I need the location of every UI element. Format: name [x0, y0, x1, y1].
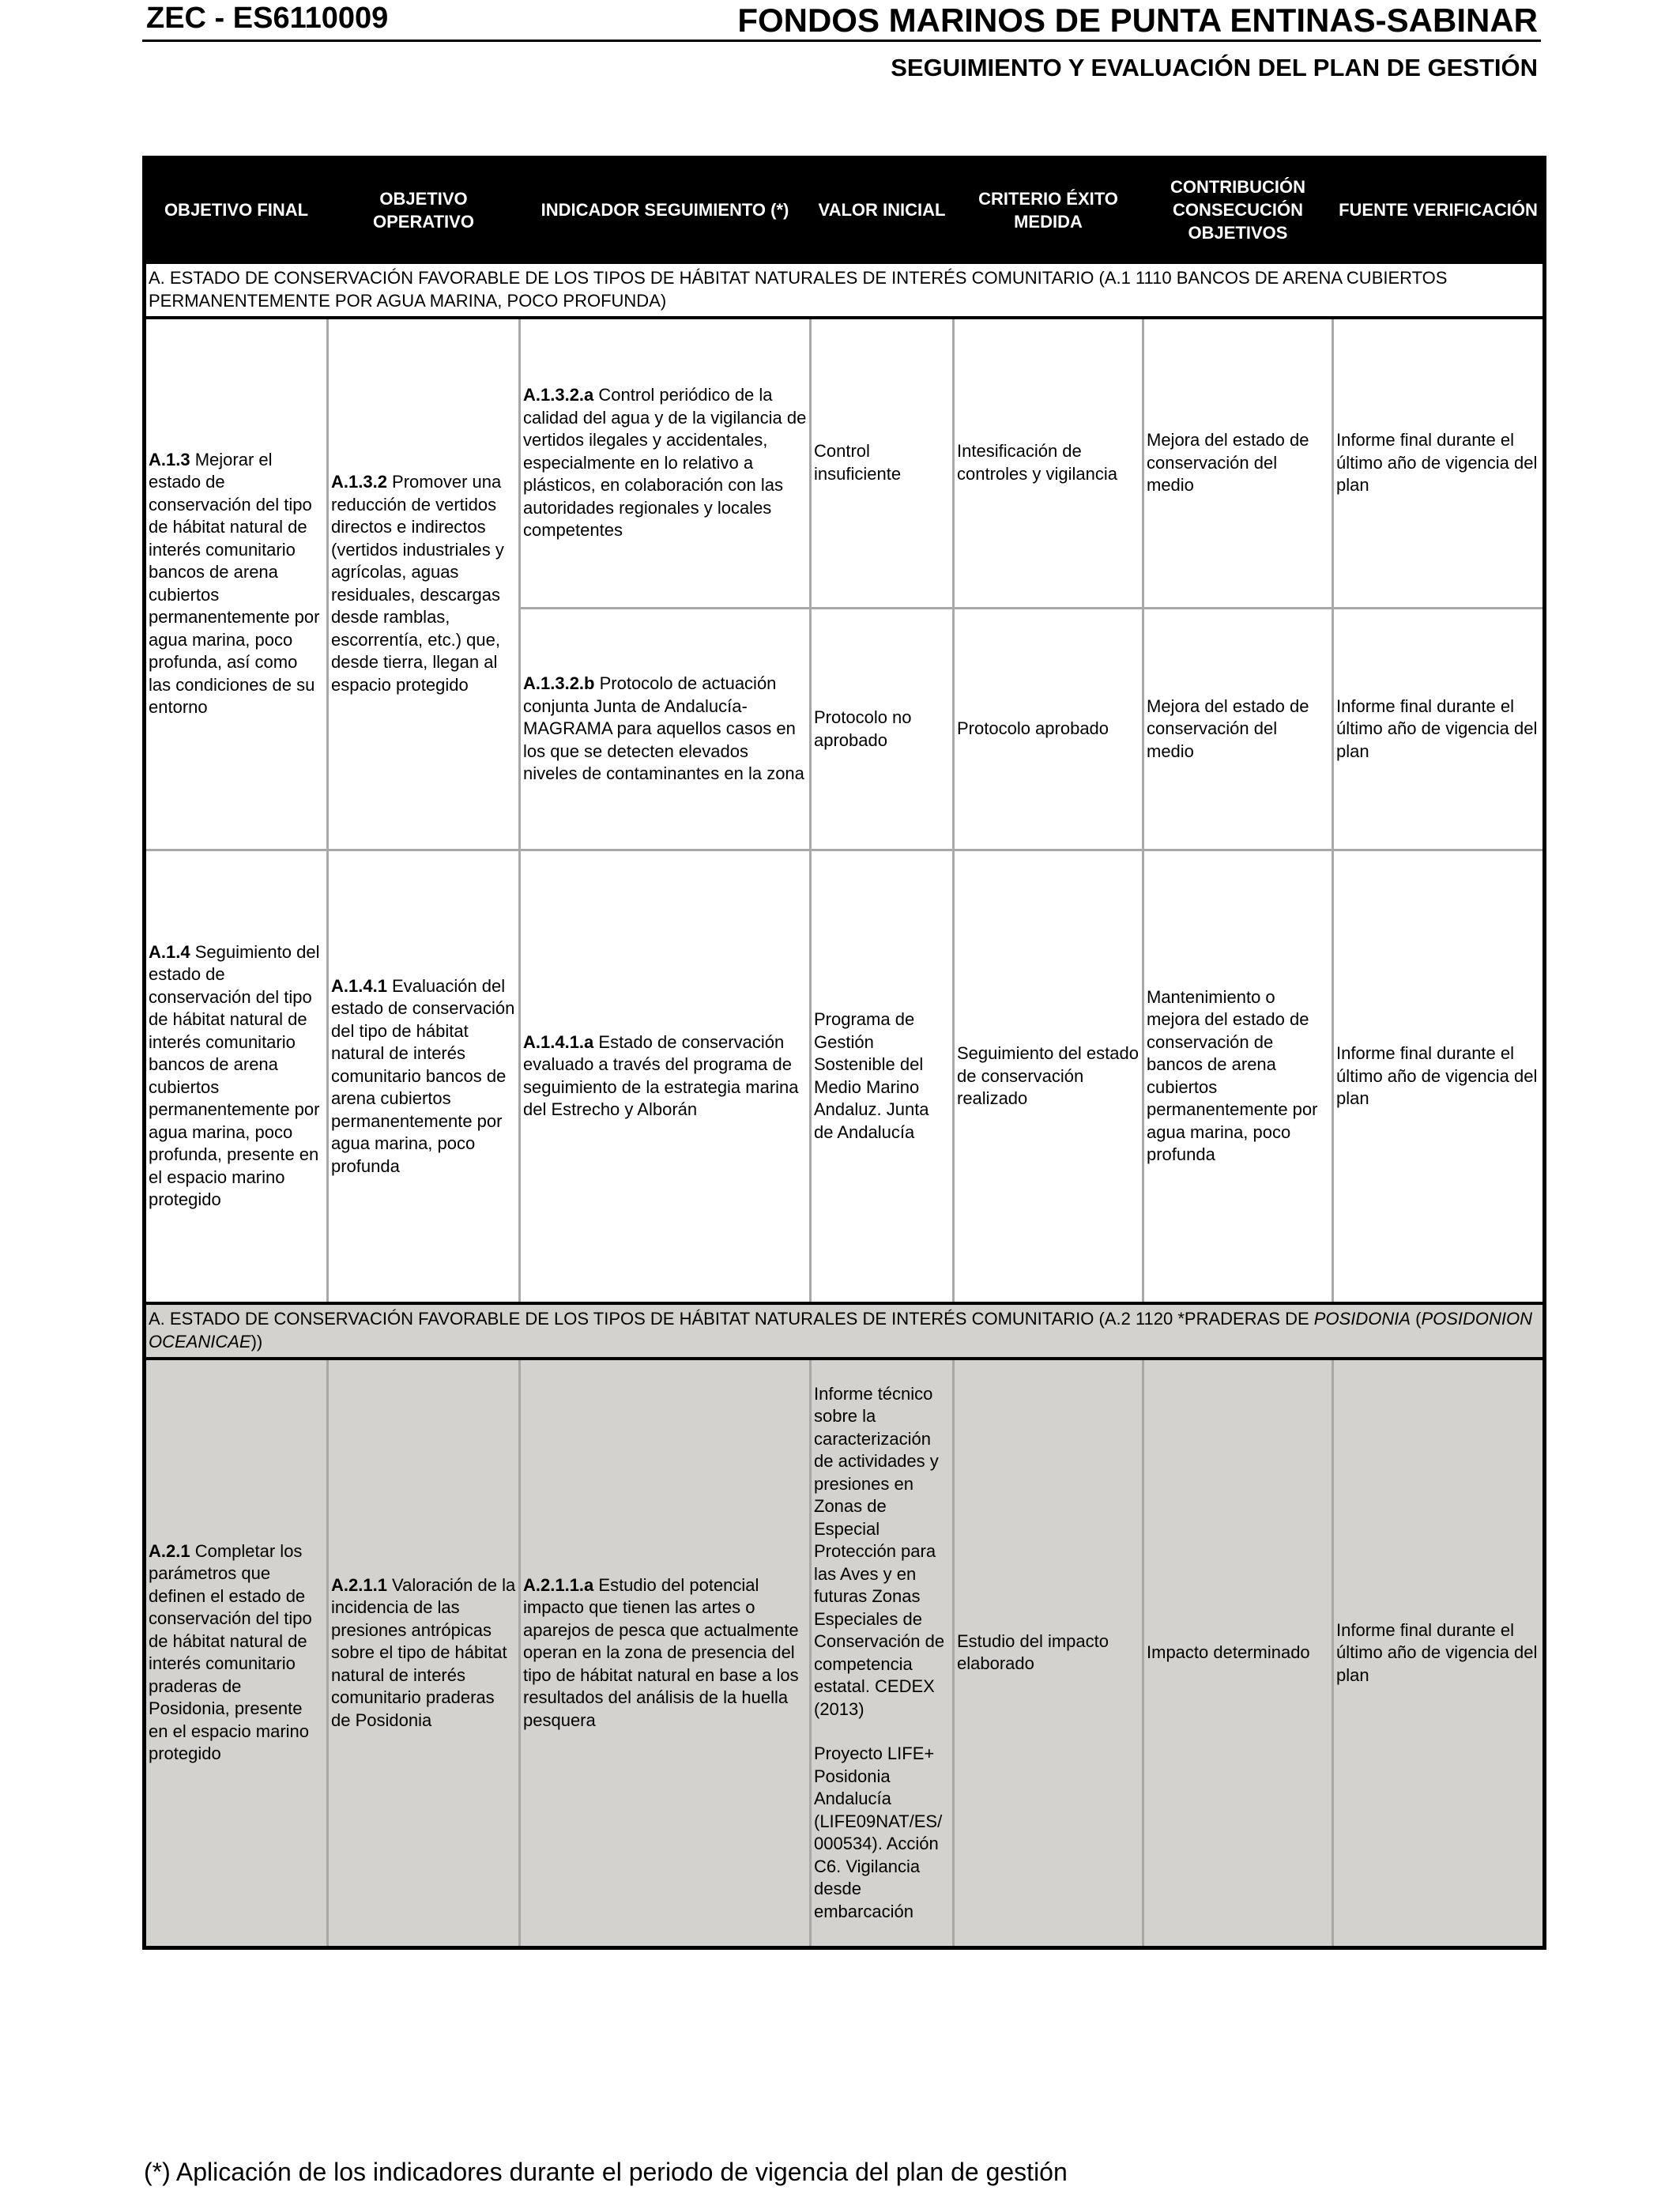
indicador-text: Estado de conservación evaluado a través del programa de seguimiento de la estrategia marina del Estrecho y Alborán	[523, 1031, 799, 1120]
contribucion-cell: Mejora del estado de conservación del medio	[1143, 609, 1333, 850]
col-header-valor-inicial: VALOR INICIAL	[811, 158, 954, 262]
section-header-row	[145, 262, 1545, 318]
section-title-italic: POSIDONIA	[1313, 1309, 1411, 1329]
valor-inicial-cell: Programa de Gestión Sostenible del Medio Marino Andaluz. Junta de Andalucía	[811, 850, 954, 1303]
col-header-contribucion: CONTRIBUCIÓN CONSECUCIÓN OBJETIVOS	[1143, 158, 1333, 262]
valor-inicial-cell: Protocolo no aprobado	[811, 609, 954, 850]
criterio-cell: Seguimiento del estado de conservación realizado	[954, 850, 1143, 1303]
fuente-cell: Informe final durante el último año de vigencia del plan	[1333, 1359, 1545, 1948]
header-divider	[142, 40, 1541, 42]
document-subtitle: SEGUIMIENTO Y EVALUACIÓN DEL PLAN DE GESTIÓN	[891, 54, 1538, 81]
objetivo-final-code: A.1.4	[149, 941, 190, 962]
table-header-row	[145, 158, 1545, 262]
table-row	[145, 318, 1545, 609]
col-header-objetivo-final: OBJETIVO FINAL	[145, 158, 328, 262]
objetivo-final-cell	[145, 1359, 328, 1948]
objetivo-final-code: A.1.3	[149, 449, 190, 469]
valor-inicial-cell: Control insuficiente	[811, 318, 954, 609]
col-header-fuente: FUENTE VERIFICACIÓN	[1333, 158, 1545, 262]
objetivo-operativo-text: Evaluación del estado de conservación del tipo de hábitat natural de interés comunitario bancos de arena cubiertos permanentemente por agua marina, poco profunda	[331, 975, 515, 1176]
objetivo-operativo-cell	[328, 1359, 520, 1948]
objetivo-final-code: A.2.1	[149, 1540, 190, 1561]
section-title-part: (	[1411, 1309, 1422, 1329]
indicador-cell	[520, 609, 811, 850]
criterio-cell: Protocolo aprobado	[954, 609, 1143, 850]
indicador-text: Protocolo de actuación conjunta Junta de Andalucía-MAGRAMA para aquellos casos en los que se detecten elevados niveles de contaminantes en la zona	[523, 673, 804, 784]
section-title-a2	[145, 1303, 1545, 1359]
indicador-cell	[520, 1359, 811, 1948]
indicador-code: A.2.1.1.a	[523, 1574, 594, 1595]
valor-inicial-cell	[811, 1359, 954, 1948]
criterio-cell: Estudio del impacto elaborado	[954, 1359, 1143, 1948]
fuente-cell: Informe final durante el último año de vigencia del plan	[1333, 609, 1545, 850]
section-title-italic: POSIDONION OCEANICAE	[149, 1309, 1533, 1351]
document-title: FONDOS MARINOS DE PUNTA ENTINAS-SABINAR	[737, 2, 1538, 39]
management-plan-table	[142, 156, 1546, 1950]
footnote: (*) Aplicación de los indicadores durante el periodo de vigencia del plan de gestión	[144, 2158, 1068, 2186]
valor-inicial-part-2: Proyecto LIFE+ Posidonia Andalucía (LIFE09NAT/ES/ 000534). Acción C6. Vigilancia desde embarcación	[814, 1744, 943, 1921]
col-header-indicador: INDICADOR SEGUIMIENTO (*)	[520, 158, 811, 262]
indicador-text: Estudio del potencial impacto que tienen las artes o aparejos de pesca que actualmente operan en la zona de presencia del tipo de hábitat natural en base a los resultados del análisis de la huella pesquera	[523, 1574, 799, 1730]
objetivo-operativo-code: A.1.3.2	[331, 472, 387, 492]
objetivo-operativo-code: A.1.4.1	[331, 975, 387, 996]
objetivo-operativo-code: A.2.1.1	[331, 1574, 387, 1595]
objetivo-final-cell	[145, 850, 328, 1303]
section-header-row	[145, 1303, 1545, 1359]
contribucion-cell: Mantenimiento o mejora del estado de conservación de bancos de arena cubiertos permanentemente por agua marina, poco profunda	[1143, 850, 1333, 1303]
section-title-a1: A. ESTADO DE CONSERVACIÓN FAVORABLE DE LOS TIPOS DE HÁBITAT NATURALES DE INTERÉS COMUNITARIO (A.1 1110 BANCOS DE ARENA CUBIERTOS PERMANENTEMENTE POR AGUA MARINA, POCO PROFUNDA)	[145, 262, 1545, 318]
indicador-cell	[520, 318, 811, 609]
table-row	[145, 850, 1545, 1303]
criterio-cell: Intesificación de controles y vigilancia	[954, 318, 1143, 609]
objetivo-operativo-text: Promover una reducción de vertidos directos e indirectos (vertidos industriales y agrícolas, aguas residuales, descargas desde ramblas, escorrentía, etc.) que, desde tierra, llegan al espacio protegido	[331, 472, 504, 695]
fuente-cell: Informe final durante el último año de vigencia del plan	[1333, 850, 1545, 1303]
objetivo-final-text: Seguimiento del estado de conservación del tipo de hábitat natural de interés comunitario bancos de arena cubiertos permanentemente por agua marina, poco profunda, presente en el espacio marino protegido	[149, 941, 320, 1210]
table-row	[145, 1359, 1545, 1948]
fuente-cell: Informe final durante el último año de vigencia del plan	[1333, 318, 1545, 609]
site-code: ZEC - ES6110009	[146, 2, 389, 35]
objetivo-final-text: Mejorar el estado de conservación del tipo de hábitat natural de interés comunitario bancos de arena cubiertos permanentemente por agua marina, poco profunda, así como las condiciones de su entorno	[149, 449, 320, 718]
indicador-code: A.1.3.2.a	[523, 385, 594, 405]
indicador-code: A.1.4.1.a	[523, 1031, 594, 1052]
objetivo-final-text: Completar los parámetros que definen el estado de conservación del tipo de hábitat natural de interés comunitario praderas de Posidonia, presente en el espacio marino protegido	[149, 1540, 312, 1764]
indicador-code: A.1.3.2.b	[523, 673, 595, 694]
objetivo-operativo-cell	[328, 850, 520, 1303]
objetivo-operativo-cell	[328, 318, 520, 850]
contribucion-cell: Impacto determinado	[1143, 1359, 1333, 1948]
col-header-criterio: CRITERIO ÉXITO MEDIDA	[954, 158, 1143, 262]
objetivo-operativo-text: Valoración de la incidencia de las presiones antrópicas sobre el tipo de hábitat natural de interés comunitario praderas de Posidonia	[331, 1574, 516, 1730]
indicador-text: Control periódico de la calidad del agua y de la vigilancia de vertidos ilegales y accidentales, especialmente en lo relativo a plásticos, en colaboración con las autoridades regionales y locales competentes	[523, 385, 807, 540]
valor-inicial-part-1: Informe técnico sobre la caracterización de actividades y presiones en Zonas de Especial Protección para las Aves y en futuras Zonas Especiales de Conservación de competencia estatal. CEDEX (2013)	[814, 1383, 945, 1719]
contribucion-cell: Mejora del estado de conservación del medio	[1143, 318, 1333, 609]
section-title-part: A. ESTADO DE CONSERVACIÓN FAVORABLE DE LOS TIPOS DE HÁBITAT NATURALES DE INTERÉS COMUNITARIO (A.2 1120 *PRADERAS DE	[149, 1309, 1314, 1329]
objetivo-final-cell	[145, 318, 328, 850]
section-title-part: ))	[250, 1331, 263, 1351]
col-header-objetivo-operativo: OBJETIVO OPERATIVO	[328, 158, 520, 262]
indicador-cell	[520, 850, 811, 1303]
